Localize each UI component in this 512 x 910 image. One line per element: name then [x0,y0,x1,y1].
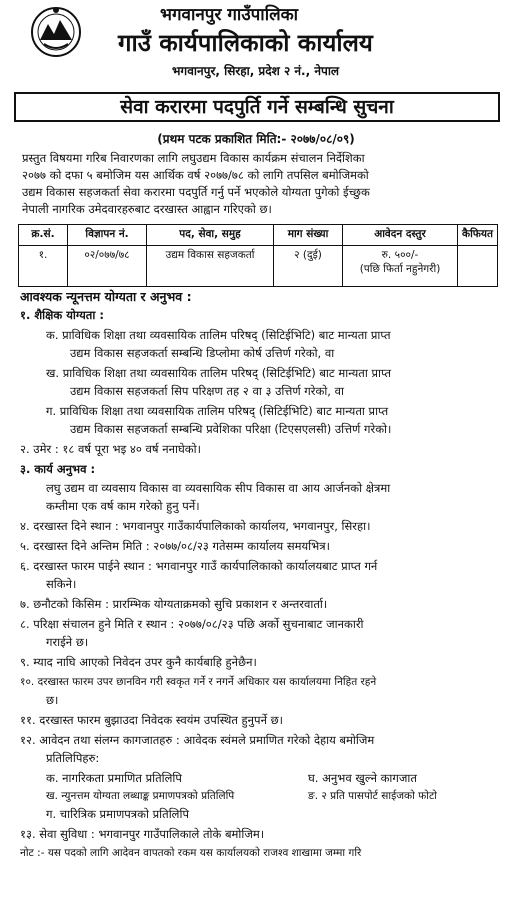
fee-amount: रु. ५००/- [381,249,419,261]
intro-line: नेपाली नागरिक उमेदवारहरुबाट दरखास्त आह्वान गरिएको छ। [22,202,272,216]
col-fee: आवेदन दस्तुर [343,225,458,246]
experience-text: लघु उद्यम वा व्यवसाय विकास वा व्यवसायिक सीप विकास वा आय आर्जनको क्षेत्रमा [46,481,391,495]
table-row [19,246,498,287]
item-6-form-place: ६. दरखास्त फारम पाईने स्थान : भगवानपुर गाउँ कार्यपालिकाको कार्यालयबाट प्राप्त गर्न [20,559,378,573]
col-serial: क्र.सं. [19,225,68,246]
notice-title: सेवा करारमा पदपुर्ति गर्ने सम्बन्धि सुचना [14,92,500,122]
doc-ka: क. नागरिकता प्रमाणित प्रतिलिपि [46,771,182,785]
note: नोट :- यस पदको लागि आदेवन वापतको रकम यस कार्यालयको राजश्व शाखामा जम्मा गरि [20,847,362,859]
col-quantity: माग संख्या [274,225,343,246]
cell-post: उद्यम विकास सहजकर्ता [147,246,274,287]
item-12-cont: प्रतिलिपिहरु: [46,751,100,765]
intro-line: प्रस्तुत विषयमा गरिब निवारणका लागि लघुउद्यम विकास कार्यक्रम संचालन निर्देशिका [22,151,365,165]
cell-quantity: २ (दुई) [274,246,343,287]
municipality-name: भगवानपुर गाउँपालिका [160,5,299,25]
doc-kha: ख. न्युनत्तम योग्यता लब्धाङ्क प्रमाणपत्रको प्रतिलिपि [46,790,235,802]
item-8-exam: ८. परिक्षा संचालन हुने मिति र स्थान : २०७७/०८/२३ पछि अर्को सुचनाबाट जानकारी [20,617,364,631]
item-6-cont: सकिने। [46,577,77,591]
experience-text-cont: कम्तीमा एक वर्ष काम गरेको हुनु पर्ने। [46,499,200,513]
table-header-row [19,225,498,246]
vacancy-table [18,224,498,287]
item-1-education: १. शैक्षिक योग्यता : [20,308,104,322]
doc-ga: ग. चारित्रिक प्रमाणपत्रको प्रतिलिपि [46,807,189,821]
col-post: पद, सेवा, समुह [147,225,274,246]
item-8-cont: गराईने छ। [46,635,89,649]
fee-note: (पछि फिर्ता नहुनेगरी) [359,263,441,275]
office-address: भगवानपुर, सिरहा, प्रदेश २ नं., नेपाल [172,64,340,78]
item-10-cont: छ। [46,693,59,707]
sub-item-kha: ख. प्राविधिक शिक्षा तथा व्यवसायिक तालिम परिषद् (सिटिईभिटि) बाट मान्यता प्राप्त [46,366,392,380]
col-remarks: कैफियत [458,225,498,246]
item-5-deadline: ५. दरखास्त दिने अन्तिम मिति : २०७७/०८/२३ गतेसम्म कार्यालय समयभित्र। [20,539,330,553]
cell-fee [343,246,458,287]
item-4-place: ४. दरखास्त दिने स्थान : भगवानपुर गाउँकार्यपालिकाको कार्यालय, भगवानपुर, सिरहा। [20,519,371,533]
item-12-documents: १२. आवेदन तथा संलग्न कागजातहरु : आवेदक स्वंमले प्रमाणित गरेको देहाय बमोजिम [20,733,375,747]
intro-line: उद्यम विकास सहजकर्ता सेवा करारमा पदपुर्ति गर्नु पर्ने भएकोले योग्यता पुगेको ईच्छुक [22,185,370,199]
sub-item-ka-cont: उद्यम विकास सहजकर्ता सम्बन्धि डिप्लोमा कोर्ष उत्तिर्ण गरेको, वा [70,346,335,360]
published-date: (प्रथम पटक प्रकाशित मिति:- २०७७/०८/०९) [157,132,355,146]
item-9: ९. म्याद नाघि आएको निवेदन उपर कुनै कार्यबाहि हुनेछैन। [20,655,257,669]
sub-item-ga-cont: उद्यम विकास सहजकर्ता सम्बन्धि प्रवेशिका परिक्षा (टिएसएलसी) उत्तिर्ण गरेको। [70,422,392,436]
cell-ad-no: ०२/०७७/७८ [68,246,147,287]
requirements-heading: आवश्यक न्यूनत्तम योग्यता र अनुभव : [20,289,192,304]
cell-remarks [458,246,498,287]
sub-item-ka: क. प्राविधिक शिक्षा तथा व्यवसायिक तालिम परिषद् (सिटिईभिटि) बाट मान्यता प्राप्त [46,328,391,342]
item-3-experience: ३. कार्य अनुभव : [20,462,96,476]
item-13-facility: १३. सेवा सुविधा : भगवानपुर गाउँपालिकाले तोके बमोजिम। [20,827,265,841]
sub-item-kha-cont: उद्यम विकास सहजकर्ता सिप परिक्षण तह २ वा ३ उत्तिर्ण गरेको, वा [70,384,344,398]
item-7-selection: ७. छनौटको किसिम : प्रारम्भिक योग्यताक्रमको सुचि प्रकाशन र अन्तरवार्ता। [20,597,328,611]
item-10: १०. दरखास्त फारम उपर छानविन गरी स्वकृत गर्ने र नगर्ने अधिकार यस कार्यालयमा निहित रहने [20,676,377,688]
sub-item-ga: ग. प्राविधिक शिक्षा तथा व्यवसायिक तालिम परिषद् (सिटिईभिटि) बाट मान्यता प्राप्त [46,404,389,418]
col-ad-no: विज्ञापन नं. [68,225,147,246]
intro-line: २०७७ को दफा ५ बमोजिम यस आर्थिक वर्ष २०७७/७८ को लागि तपसिल बमोजिमको [22,168,369,182]
doc-nga: ङ. २ प्रति पासपोर्ट साईजको फोटो [308,790,437,802]
government-emblem-icon [30,4,82,60]
item-2-age: २. उमेर : १८ वर्ष पूरा भइ ४० वर्ष ननाघेको। [20,442,201,456]
office-name: गाउँ कार्यपालिकाको कार्यालय [118,29,373,57]
item-11: ११. दरखास्त फारम बुझाउदा निवेदक स्वयंम उपस्थित हुनुपर्ने छ। [20,713,284,727]
doc-gha: घ. अनुभव खुल्ने कागजात [308,771,417,785]
intro-paragraph [22,150,510,218]
cell-serial: १. [19,246,68,287]
letterhead [0,0,512,88]
